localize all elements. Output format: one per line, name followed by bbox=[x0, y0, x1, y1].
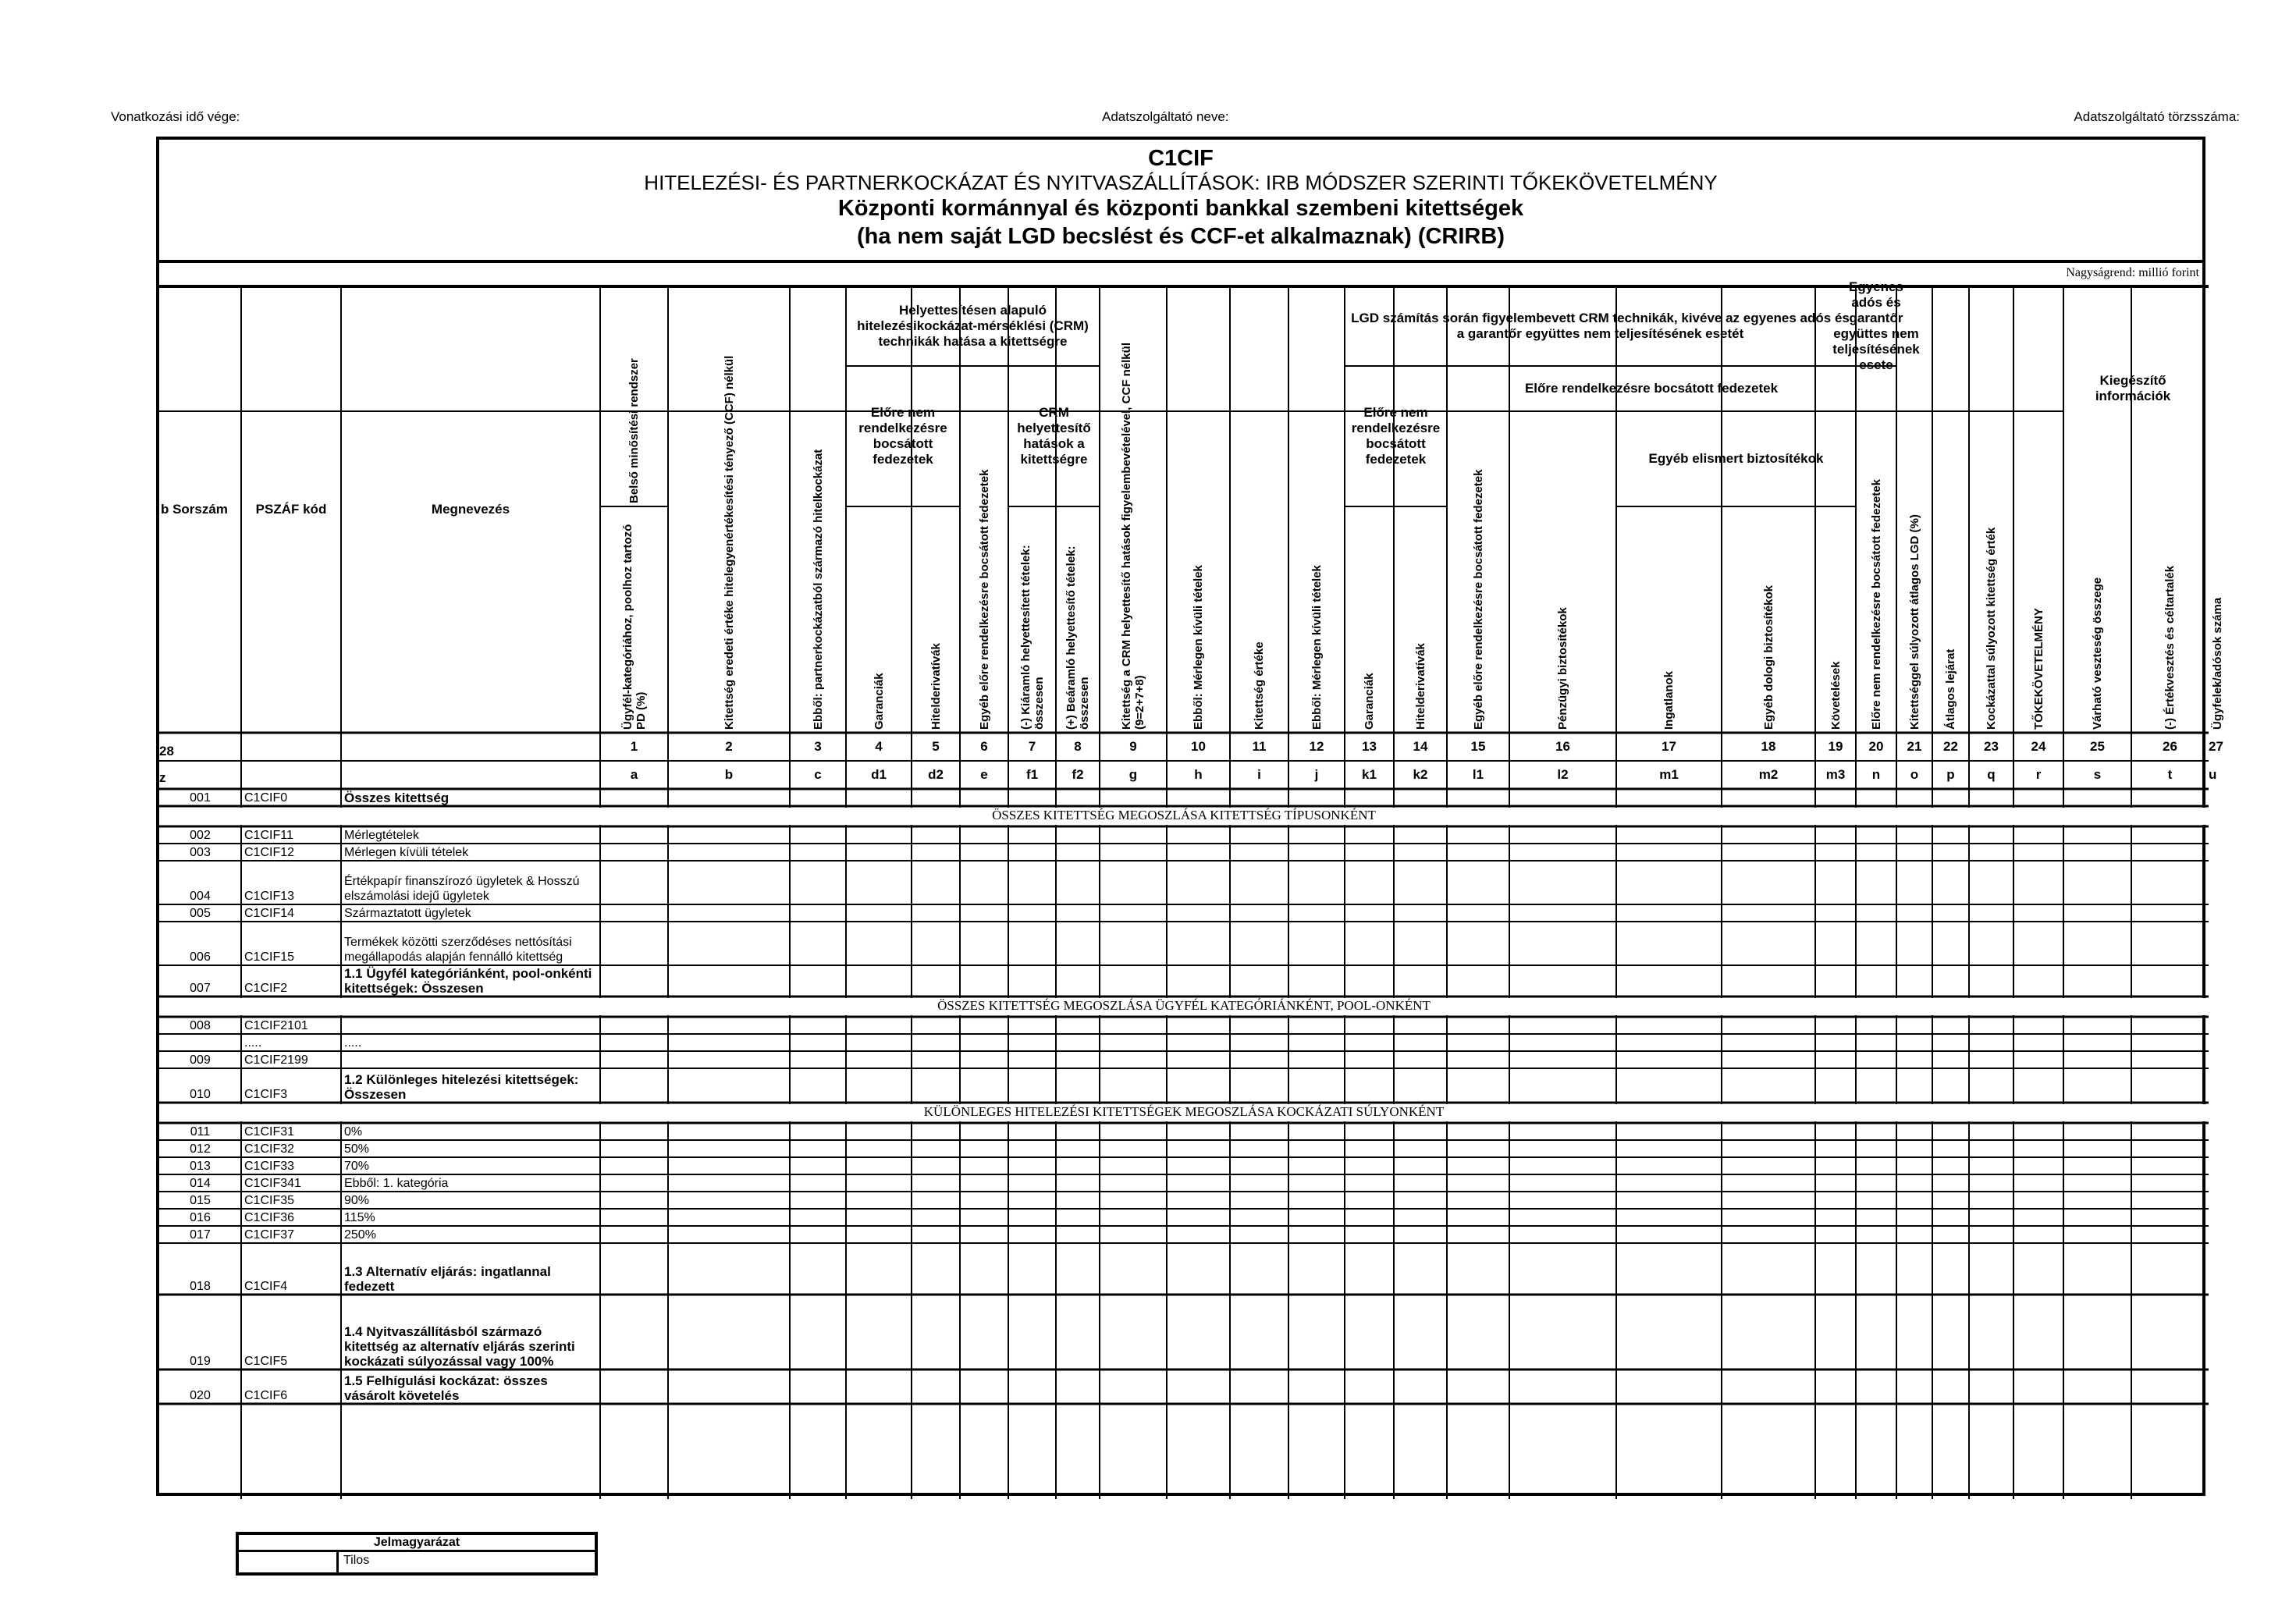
row-sorszam: 009 bbox=[190, 1053, 211, 1067]
col-number-5: 5 bbox=[932, 739, 940, 754]
col-number-8: 8 bbox=[1074, 739, 1082, 754]
row-pszaf-kod: C1CIF36 bbox=[244, 1211, 295, 1224]
col-letter-1: a bbox=[630, 767, 638, 782]
col-letter-24: r bbox=[2035, 767, 2042, 782]
col-label-19: Követelések bbox=[1829, 661, 1843, 730]
col-label-4: Garanciák bbox=[872, 673, 886, 730]
reference-date-label: Vonatkozási idő vége: bbox=[111, 109, 240, 124]
row-sorszam: 012 bbox=[190, 1142, 211, 1156]
row-sorszam: 011 bbox=[190, 1125, 211, 1139]
row-pszaf-kod: C1CIF37 bbox=[244, 1228, 295, 1242]
col-label-26: (-) Értékvesztés és céltartalék bbox=[2163, 565, 2177, 730]
row-megnevezes: 1.5 Felhígulási kockázat: összes vásárolt követelés bbox=[344, 1373, 548, 1403]
col-label-22: Átlagos lejárat bbox=[1944, 648, 1957, 730]
row-megnevezes: Ebből: 1. kategória bbox=[344, 1177, 449, 1190]
col-number-4: 4 bbox=[875, 739, 883, 754]
row-sorszam: 015 bbox=[190, 1194, 211, 1207]
row-megnevezes bbox=[341, 1017, 600, 1034]
col-number-18: 18 bbox=[1761, 739, 1776, 754]
col-number-21: 21 bbox=[1907, 739, 1922, 754]
col-letter-25: s bbox=[2093, 767, 2102, 782]
row-sorszam bbox=[159, 1034, 241, 1051]
row-megnevezes: 1.4 Nyitvaszállításból származó kitettség az alternatív eljárás szerinti kockázati súlyozással vagy 100% bbox=[344, 1324, 575, 1369]
col-label-10: Ebből: Mérlegen kívüli tételek bbox=[1192, 565, 1205, 730]
header-elore-rendelkezesre: Előre rendelkezésre bocsátott fedezetek bbox=[1524, 381, 1779, 396]
row-sorszam: 007 bbox=[190, 982, 211, 995]
header-kiegeszito: Kiegészítő információk bbox=[2095, 373, 2171, 403]
form-title: HITELEZÉSI- ÉS PARTNERKOCKÁZAT ÉS NYITVASZÁLLÍTÁSOK: IRB MÓDSZER SZERINTI TŐKEKÖVETELMÉNY bbox=[644, 171, 1718, 194]
col-label-23: Kockázattal súlyozott kitettség érték bbox=[1985, 527, 1998, 730]
row-sorszam: 014 bbox=[190, 1177, 211, 1190]
row-sorszam: 008 bbox=[190, 1019, 211, 1032]
col-label-13: Garanciák bbox=[1363, 673, 1376, 730]
col-letter-18: m2 bbox=[1758, 767, 1779, 782]
col-number-24: 24 bbox=[2031, 739, 2046, 754]
col-number-23: 23 bbox=[1984, 739, 1999, 754]
col-number-14: 14 bbox=[1413, 739, 1428, 754]
col-letter-21: o bbox=[1910, 767, 1919, 782]
col-label-21: Kitettséggel súlyozott átlagos LGD (%) bbox=[1907, 514, 1921, 730]
row-sorszam: 003 bbox=[190, 846, 211, 859]
col-letter-16: l2 bbox=[1557, 767, 1569, 782]
row-megnevezes: 115% bbox=[344, 1211, 375, 1224]
col-number-17: 17 bbox=[1662, 739, 1676, 754]
row-sorszam: 013 bbox=[190, 1160, 211, 1173]
row-megnevezes: 1.2 Különleges hitelezési kitettségek: Összesen bbox=[344, 1072, 579, 1102]
report-form bbox=[156, 137, 2224, 1496]
col-number-28: 28 bbox=[159, 744, 174, 758]
header-egyeb-elismert: Egyéb elismert biztosítékok bbox=[1648, 451, 1824, 466]
row-pszaf-kod: C1CIF15 bbox=[244, 950, 295, 964]
col-letter-23: q bbox=[1987, 767, 1996, 782]
col-label-24: TŐKEKÖVETELMÉNY bbox=[2031, 608, 2045, 730]
col-letter-13: k1 bbox=[1362, 767, 1377, 782]
row-sorszam: 006 bbox=[190, 950, 211, 964]
provider-name-label: Adatszolgáltató neve: bbox=[1102, 109, 1229, 124]
header-lgd-crm: LGD számítás során figyelembevett CRM technikák, kivéve az egyenes adós és a garantőr együttes nem teljesítésének esetét bbox=[1351, 311, 1850, 341]
row-sorszam: 004 bbox=[190, 890, 211, 903]
col-number-19: 19 bbox=[1828, 739, 1843, 754]
col-letter-20: n bbox=[1871, 767, 1881, 782]
col-label-3: Ebből: partnerkockázatból származó hitelkockázat bbox=[811, 449, 825, 730]
row-pszaf-kod: C1CIF4 bbox=[244, 1280, 288, 1293]
col-letter-12: j bbox=[1314, 767, 1319, 782]
col-letter-8: f2 bbox=[1072, 767, 1084, 782]
col-number-3: 3 bbox=[814, 739, 822, 754]
row-sorszam: 018 bbox=[190, 1280, 211, 1293]
header-belso-minositesi: Belső minősítési rendszer bbox=[627, 358, 641, 503]
row-pszaf-kod: C1CIF32 bbox=[244, 1142, 295, 1156]
col-letter-22: p bbox=[1946, 767, 1955, 782]
legend-swatch bbox=[239, 1552, 339, 1572]
header-egyenes-ados: Egyenes adós és garantőr együttes nem teljesítésének esete bbox=[1832, 279, 1920, 372]
col-label-8: (+) Beáramló helyettesítő tételek: összesen bbox=[1064, 545, 1091, 730]
form-subtitle-2: (ha nem saját LGD becslést és CCF-et alkalmaznak) (CRIRB) bbox=[857, 224, 1505, 249]
row-pszaf-kod: C1CIF6 bbox=[244, 1389, 288, 1402]
col-number-9: 9 bbox=[1129, 739, 1137, 754]
col-letter-5: d2 bbox=[928, 767, 944, 782]
col-letter-14: k2 bbox=[1413, 767, 1428, 782]
col-number-13: 13 bbox=[1362, 739, 1377, 754]
row-pszaf-kod: C1CIF31 bbox=[244, 1125, 295, 1139]
col-letter-28: z bbox=[159, 770, 166, 785]
header-pszaf-kod: PSZÁF kód bbox=[255, 502, 327, 517]
row-sorszam: 017 bbox=[190, 1228, 211, 1242]
col-label-25: Várható veszteség összege bbox=[2091, 577, 2104, 730]
col-letter-6: e bbox=[980, 767, 988, 782]
header-crm-helyettesito: CRM helyettesítő hatások a kitettségre bbox=[1017, 405, 1091, 467]
col-label-18: Egyéb dologi biztosítékok bbox=[1761, 584, 1775, 730]
col-label-20: Előre nem rendelkezésre bocsátott fedezetek bbox=[1869, 479, 1883, 730]
row-megnevezes: Értékpapír finanszírozó ügyletek & Hosszú elszámolási idejű ügyletek bbox=[344, 875, 580, 903]
col-number-16: 16 bbox=[1555, 739, 1570, 754]
row-megnevezes: Származtatott ügyletek bbox=[344, 907, 471, 920]
section-banner: ÖSSZES KITETTSÉG MEGOSZLÁSA KITETTSÉG TÍPUSONKÉNT bbox=[992, 808, 1376, 822]
row-pszaf-kod: C1CIF341 bbox=[244, 1177, 301, 1190]
col-number-6: 6 bbox=[980, 739, 988, 754]
col-number-26: 26 bbox=[2163, 739, 2177, 754]
col-label-14: Hitelderivatívák bbox=[1413, 643, 1427, 730]
row-pszaf-kod: C1CIF35 bbox=[244, 1194, 295, 1207]
provider-id-label: Adatszolgáltató törzsszáma: bbox=[2074, 109, 2240, 124]
row-sorszam: 001 bbox=[190, 791, 211, 805]
col-number-1: 1 bbox=[630, 739, 638, 754]
col-label-16: Pénzügyi biztosítékok bbox=[1556, 607, 1569, 730]
col-letter-27: u bbox=[2209, 767, 2217, 782]
form-code: C1CIF bbox=[1148, 146, 1214, 171]
row-megnevezes: Mérlegtételek bbox=[344, 829, 420, 842]
row-sorszam: 019 bbox=[190, 1355, 211, 1368]
row-sorszam: 002 bbox=[190, 829, 211, 842]
row-pszaf-kod: C1CIF12 bbox=[244, 846, 295, 859]
legend-title: Jelmagyarázat bbox=[239, 1535, 595, 1552]
col-letter-10: h bbox=[1194, 767, 1203, 782]
row-pszaf-kod: C1CIF11 bbox=[244, 829, 293, 842]
row-sorszam: 016 bbox=[190, 1211, 211, 1224]
section-banner: KÜLÖNLEGES HITELEZÉSI KITETTSÉGEK MEGOSZLÁSA KOCKÁZATI SÚLYONKÉNT bbox=[923, 1104, 1445, 1119]
row-megnevezes: 0% bbox=[344, 1125, 363, 1139]
col-number-2: 2 bbox=[725, 739, 733, 754]
row-pszaf-kod: C1CIF2 bbox=[244, 982, 288, 995]
row-pszaf-kod: C1CIF13 bbox=[244, 890, 295, 903]
row-sorszam: 020 bbox=[190, 1389, 211, 1402]
col-label-2: Kitettség eredeti értéke hitelegyenértékesítési tényező (CCF) nélkül bbox=[722, 355, 736, 730]
row-sorszam: 010 bbox=[190, 1088, 211, 1101]
col-letter-9: g bbox=[1128, 767, 1138, 782]
col-letter-15: l1 bbox=[1472, 767, 1484, 782]
col-letter-3: c bbox=[814, 767, 822, 782]
col-number-15: 15 bbox=[1470, 739, 1486, 754]
row-sorszam: 005 bbox=[190, 907, 211, 920]
row-megnevezes: Mérlegen kívüli tételek bbox=[344, 846, 469, 859]
row-pszaf-kod: C1CIF3 bbox=[244, 1088, 288, 1101]
col-number-20: 20 bbox=[1868, 739, 1884, 754]
col-letter-2: b bbox=[724, 767, 734, 782]
col-label-27: Ügyfelek/adósok száma bbox=[2211, 597, 2224, 730]
col-label-11: Kitettség értéke bbox=[1253, 641, 1266, 730]
form-subtitle: Központi kormánnyal és központi bankkal szembeni kitettségek bbox=[837, 196, 1524, 221]
row-megnevezes: 1.1 Ügyfél kategóriánként, pool-onkénti kitettségek: Összesen bbox=[344, 966, 592, 996]
col-label-7: (-) Kiáramló helyettesített tételek: összesen bbox=[1018, 545, 1046, 730]
col-letter-7: f1 bbox=[1025, 767, 1039, 782]
section-banner: ÖSSZES KITETTSÉG MEGOSZLÁSA ÜGYFÉL KATEGÓRIÁNKÉNT, POOL-ONKÉNT bbox=[937, 998, 1431, 1013]
header-sorszam: Sorszám bbox=[172, 502, 228, 517]
legend-item: Tilos bbox=[343, 1554, 370, 1567]
row-pszaf-kod: C1CIF33 bbox=[244, 1160, 295, 1173]
col-letter-26: t bbox=[2167, 767, 2173, 782]
col-label-1: Ügyfél-kategóriához, poolhoz tartozó PD (%) bbox=[620, 524, 648, 730]
legend bbox=[236, 1532, 598, 1576]
row-megnevezes: 90% bbox=[344, 1194, 370, 1207]
col-label-12: Ebből: Mérlegen kívüli tételek bbox=[1310, 565, 1324, 730]
unit-note: Nagyságrend: millió forint bbox=[2066, 266, 2199, 279]
col-number-10: 10 bbox=[1191, 739, 1206, 754]
col-number-25: 25 bbox=[2090, 739, 2105, 754]
row-pszaf-kod: C1CIF5 bbox=[244, 1355, 288, 1368]
header-b: b bbox=[161, 502, 169, 517]
row-pszaf-kod: C1CIF14 bbox=[244, 907, 295, 920]
col-number-22: 22 bbox=[1943, 739, 1958, 754]
col-label-5: Hitelderivatívák bbox=[929, 643, 943, 730]
col-number-12: 12 bbox=[1309, 739, 1324, 754]
header-elore-nem-bocsatott-2: Előre nem rendelkezésre bocsátott fedezetek bbox=[1351, 405, 1441, 467]
row-megnevezes: 1.3 Alternatív eljárás: ingatlannal fedezett bbox=[344, 1264, 551, 1294]
row-megnevezes: Összes kitettség bbox=[344, 790, 450, 805]
row-pszaf-kod: C1CIF0 bbox=[244, 791, 288, 805]
col-label-6: Egyéb előre rendelkezésre bocsátott fedezetek bbox=[977, 469, 991, 730]
col-number-7: 7 bbox=[1028, 739, 1036, 754]
row-megnevezes: 250% bbox=[344, 1228, 376, 1242]
col-label-17: Ingatlanok bbox=[1662, 670, 1676, 730]
header-megnevezes: Megnevezés bbox=[431, 502, 510, 517]
row-pszaf-kod: C1CIF2101 bbox=[244, 1019, 308, 1032]
row-pszaf-kod: ..... bbox=[244, 1036, 262, 1050]
col-letter-4: d1 bbox=[871, 767, 887, 782]
col-label-9: Kitettség a CRM helyettesítő hatások figyelembevételével, CCF nélkül (9=2+7+8) bbox=[1120, 343, 1146, 730]
row-megnevezes: 70% bbox=[344, 1160, 370, 1173]
row-megnevezes bbox=[341, 1051, 600, 1068]
col-number-11: 11 bbox=[1252, 739, 1267, 754]
header-helyettesitesen-crm: Helyettesítésen alapuló hitelezésikockázat-mérséklési (CRM) technikák hatása a kitettségre bbox=[857, 303, 1089, 349]
header-elore-nem-bocsatott: Előre nem rendelkezésre bocsátott fedezetek bbox=[858, 405, 947, 467]
row-megnevezes: ..... bbox=[344, 1036, 362, 1050]
row-megnevezes: Termékek közötti szerződéses nettósítási megállapodás alapján fennálló kitettség bbox=[344, 936, 572, 964]
col-letter-11: i bbox=[1257, 767, 1261, 782]
col-letter-19: m3 bbox=[1825, 767, 1846, 782]
row-pszaf-kod: C1CIF2199 bbox=[244, 1053, 308, 1067]
col-label-15: Egyéb előre rendelkezésre bocsátott fedezetek bbox=[1471, 469, 1485, 730]
col-number-27: 27 bbox=[2209, 739, 2223, 754]
col-letter-17: m1 bbox=[1659, 767, 1679, 782]
row-megnevezes: 50% bbox=[344, 1142, 370, 1156]
